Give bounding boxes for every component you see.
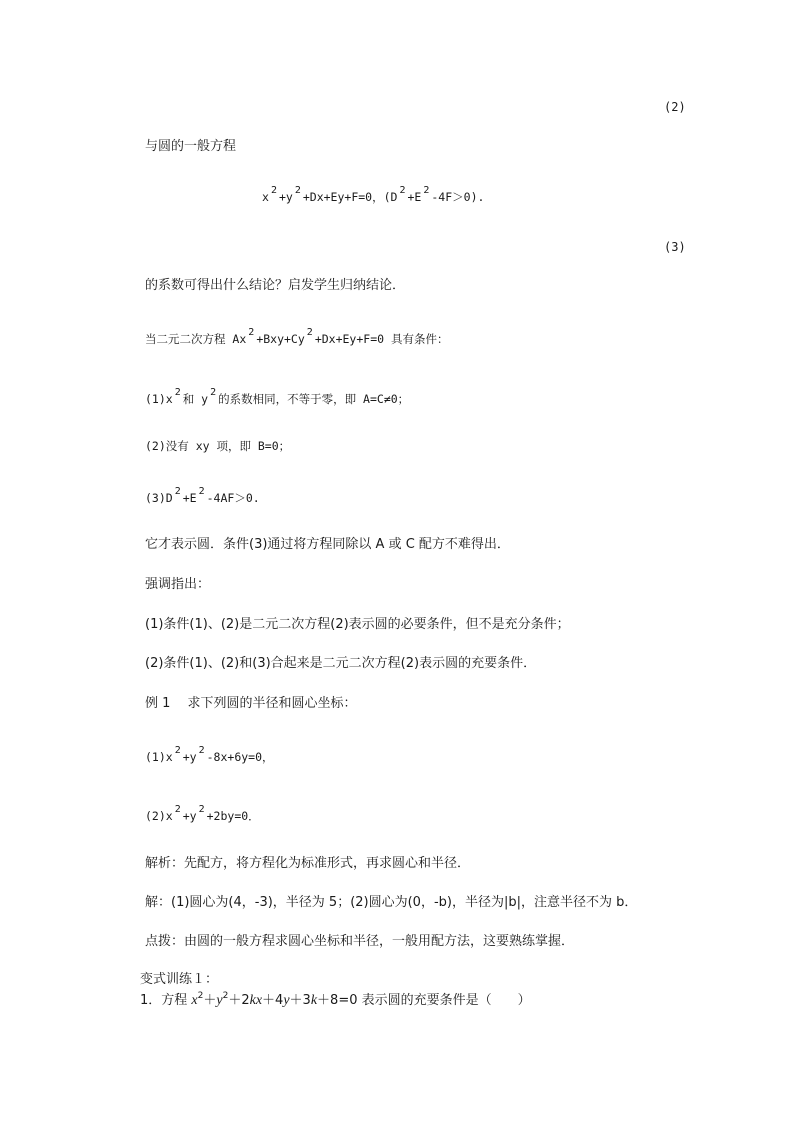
math-var: kx (249, 993, 263, 1008)
math-var: y (283, 993, 290, 1008)
math-op: ＋ (203, 993, 217, 1008)
conclusion-line: 的系数可得出什么结论？启发学生归纳结论． (145, 278, 406, 293)
exponent: 2 (198, 745, 205, 756)
text-segment: +y (182, 750, 197, 764)
question-text: 表示圆的充要条件是（ ） (357, 993, 531, 1008)
analysis-line: 解析：先配方，将方程化为标准形式，再求圆心和半径． (145, 856, 471, 871)
text-segment: -8x+6y=0， (206, 750, 274, 764)
question-number: 1．方程 (140, 993, 192, 1008)
math-op: ＋4 (262, 993, 284, 1008)
general-form-intro: 与圆的一般方程 (145, 139, 237, 154)
text-segment: 和 y (182, 392, 209, 406)
eq-text: -4F＞0). (431, 190, 485, 204)
example-part-1 (145, 745, 274, 767)
eq-text: +Dx+Ey+F=0，(D (302, 190, 398, 204)
math-var: y (216, 993, 223, 1008)
condition-3 (145, 486, 260, 508)
eq-exponent: 2 (294, 185, 301, 196)
text-segment: +E (182, 491, 197, 505)
example-part-2 (145, 804, 260, 826)
eq-exponent: 2 (270, 185, 277, 196)
text-segment: (1)x (145, 750, 173, 764)
condition-2: (2)没有 xy 项，即 B=0； (145, 439, 291, 453)
eq-exponent: 2 (399, 185, 406, 196)
exponent: 2 (198, 804, 205, 815)
eq-text: x (262, 190, 269, 204)
math-op: ＋8=0 (317, 993, 358, 1008)
math-var: x (191, 993, 198, 1008)
circle-statement: 它才表示圆．条件(3)通过将方程同除以 A 或 C 配方不难得出． (145, 537, 510, 552)
text-segment: (1)x (145, 392, 173, 406)
text-segment: +y (182, 809, 197, 823)
tip-line: 点拨：由圆的一般方程求圆心坐标和半径，一般用配方法，这要熟练掌握． (145, 934, 575, 949)
equation-number-2: (2) (664, 100, 686, 114)
text-segment: +Bxy+Cy (256, 332, 305, 346)
example-title: 例 1 求下列圆的半径和圆心坐标： (145, 696, 357, 711)
math-op: ＋3 (289, 993, 311, 1008)
text-segment: (3)D (145, 491, 173, 505)
exponent: 2 (306, 327, 313, 338)
exponent: 2 (197, 991, 204, 1001)
exponent: 2 (222, 991, 229, 1001)
exponent: 2 (174, 745, 181, 756)
text-segment: 当二元二次方程 Ax (145, 332, 247, 346)
variant-title: 变式训练１： (140, 972, 219, 987)
emphasis-heading: 强调指出： (145, 577, 211, 592)
eq-text: +E (407, 190, 422, 204)
exponent: 2 (174, 387, 181, 398)
text-segment: -4AF＞0. (206, 491, 260, 505)
general-equation (262, 185, 485, 207)
condition-1 (145, 387, 410, 409)
question-1 (140, 993, 531, 1010)
text-segment: (2)x (145, 809, 173, 823)
equation-number-3: (3) (664, 240, 686, 254)
emphasis-1: (1)条件(1)、(2)是二元二次方程(2)表示圆的必要条件，但不是充分条件； (145, 617, 570, 632)
text-segment: 的系数相同，不等于零，即 A=C≠0； (218, 392, 410, 406)
solution-line: 解：(1)圆心为(4，-3)，半径为 5；(2)圆心为(0，-b)，半径为|b|，注意半径不为 b． (145, 895, 638, 910)
text-segment: +2by=0． (206, 809, 260, 823)
text-segment: +Dx+Ey+F=0 具有条件： (314, 332, 449, 346)
exponent: 2 (248, 327, 255, 338)
exponent: 2 (174, 804, 181, 815)
exponent: 2 (198, 486, 205, 497)
math-op: ＋2 (228, 993, 250, 1008)
eq-exponent: 2 (423, 185, 430, 196)
exponent: 2 (174, 486, 181, 497)
emphasis-2: (2)条件(1)、(2)和(3)合起来是二元二次方程(2)表示圆的充要条件． (145, 656, 537, 671)
eq-text: +y (278, 190, 293, 204)
math-var: k (310, 993, 318, 1008)
exponent: 2 (210, 387, 217, 398)
condition-intro (145, 327, 449, 349)
